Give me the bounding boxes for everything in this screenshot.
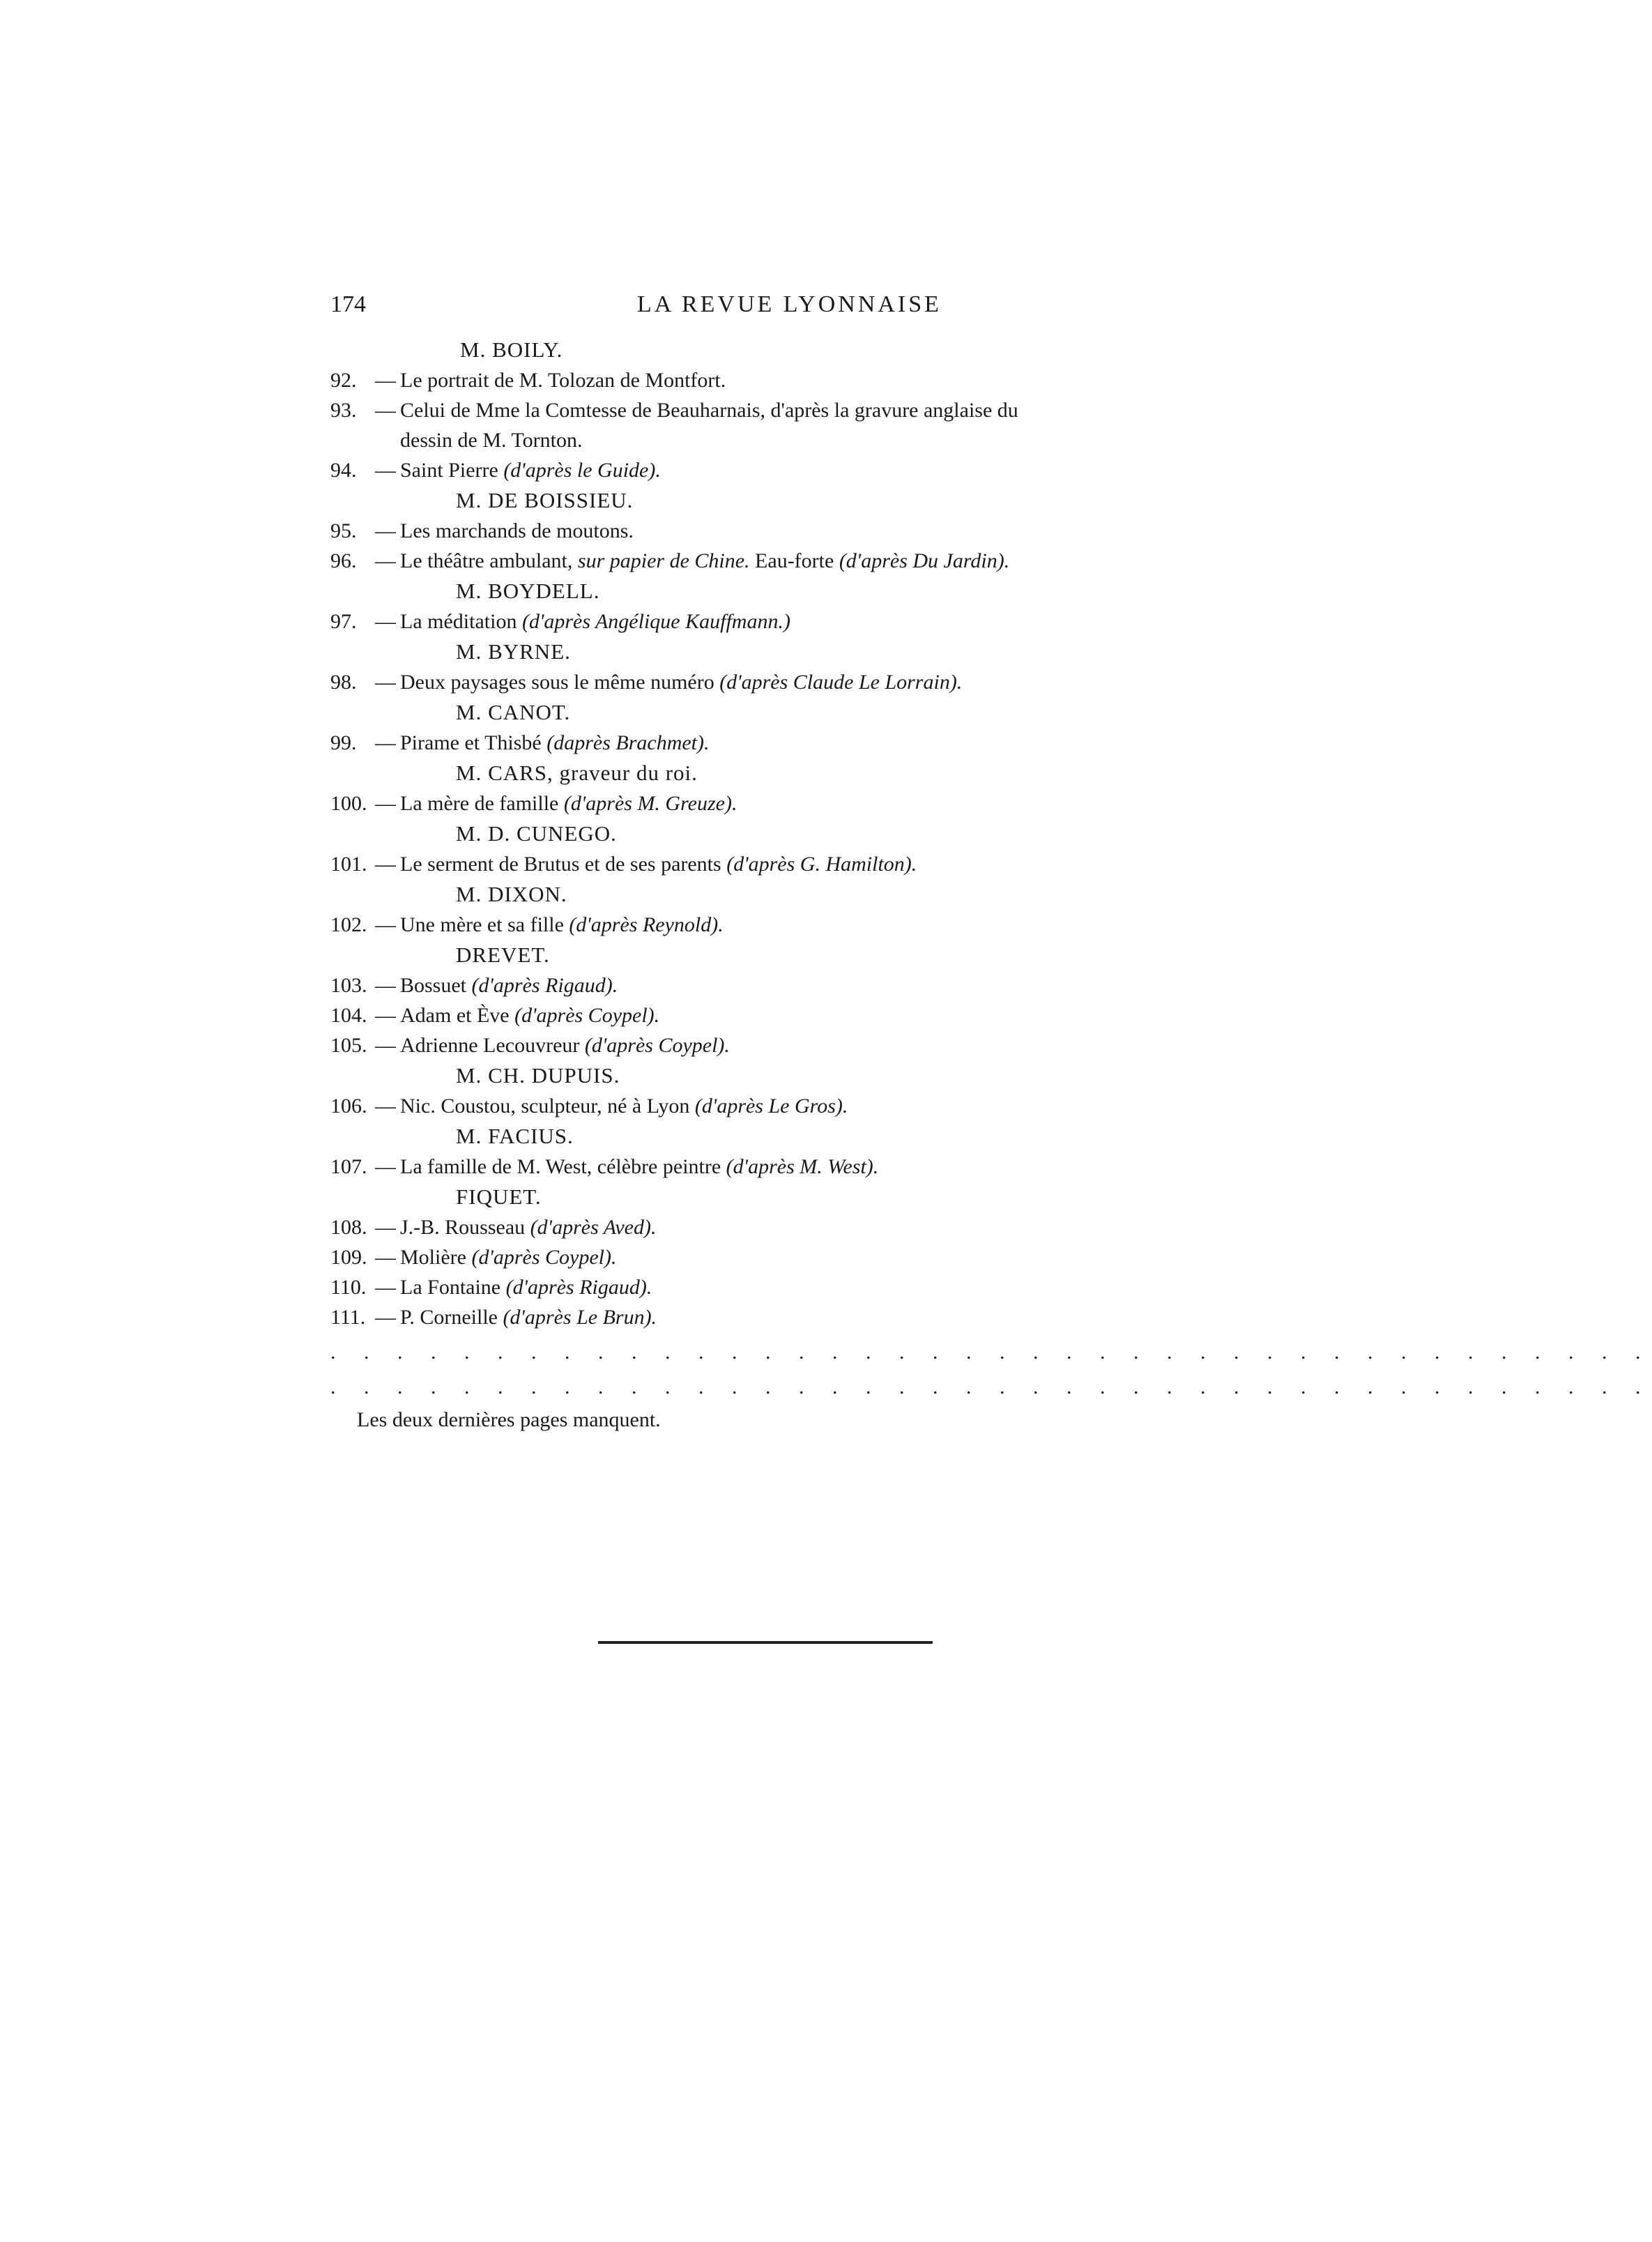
artist-heading: M. D. CUNEGO. xyxy=(456,821,617,846)
catalog-entry xyxy=(330,1030,1202,1060)
entry-number: 110. xyxy=(330,1276,367,1299)
entry-title: Saint Pierre xyxy=(400,459,498,482)
catalog-entry xyxy=(330,728,1202,758)
artist-heading: M. CH. DUPUIS. xyxy=(456,1063,620,1088)
entry-title: Une mère et sa fille xyxy=(400,913,564,936)
catalog-entry xyxy=(330,1000,1202,1030)
entry-dash: — xyxy=(375,671,396,694)
entry-dash: — xyxy=(375,913,396,936)
entry-title: Celui de Mme la Comtesse de Beauharnais, d'après la gravure anglaise du xyxy=(400,399,1018,422)
entry-title: La mère de famille xyxy=(400,792,559,815)
entry-number: 111. xyxy=(330,1306,366,1329)
entry-number: 100. xyxy=(330,792,367,815)
catalog-entry xyxy=(330,1152,1202,1182)
entry-title: Bossuet xyxy=(400,974,467,997)
entry-credit: (d'après Reynold). xyxy=(569,913,724,936)
entry-number: 98. xyxy=(330,671,357,694)
entry-dash: — xyxy=(375,1095,396,1118)
entry-dash: — xyxy=(375,399,396,422)
entry-credit: (d'après G. Hamilton). xyxy=(726,853,917,876)
entry-title: P. Corneille xyxy=(400,1306,498,1329)
entry-number: 97. xyxy=(330,610,357,633)
entry-credit: (d'après Claude Le Lorrain). xyxy=(719,671,963,694)
artist-heading: DREVET. xyxy=(456,943,550,967)
entry-dash: — xyxy=(375,549,396,572)
entry-title: La méditation xyxy=(400,610,517,633)
entry-credit: (d'après Coypel). xyxy=(584,1034,730,1057)
entry-dash: — xyxy=(375,519,396,542)
ellipsis-line: . . . . . . . . . . . . . . . . . . . . . . . . . . . . . . . . . . . . . . . . xyxy=(330,1375,1652,1398)
artist-heading: M. CANOT. xyxy=(456,700,571,724)
end-rule xyxy=(598,1641,933,1644)
entry-dash: — xyxy=(375,459,396,482)
catalog-list xyxy=(330,335,1652,1435)
catalog-entry xyxy=(330,546,1202,576)
entry-credit: (d'après Aved). xyxy=(530,1216,657,1239)
artist-heading: FIQUET. xyxy=(456,1184,542,1209)
footer-note: Les deux dernières pages manquent. xyxy=(357,1408,661,1431)
entry-number: 106. xyxy=(330,1095,367,1118)
entry-credit-extra: (d'après Du Jardin). xyxy=(839,549,1010,572)
artist-heading: M. DE BOISSIEU. xyxy=(456,488,634,512)
entry-dash: — xyxy=(375,369,396,392)
entry-dash: — xyxy=(375,974,396,997)
entry-title: Le portrait de M. Tolozan de Montfort. xyxy=(400,369,726,392)
entry-number: 102. xyxy=(330,913,367,936)
entry-continuation: dessin de M. Tornton. xyxy=(400,429,583,452)
entry-dash: — xyxy=(375,1246,396,1269)
catalog-entry xyxy=(330,970,1202,1000)
entry-credit: (d'après M. West). xyxy=(726,1155,879,1178)
entry-title: Nic. Coustou, sculpteur, né à Lyon xyxy=(400,1095,690,1118)
entry-number: 101. xyxy=(330,853,367,876)
entry-dash: — xyxy=(375,1216,396,1239)
entry-dash: — xyxy=(375,792,396,815)
running-title: LA REVUE LYONNAISE xyxy=(637,291,942,317)
entry-title: Les marchands de moutons. xyxy=(400,519,634,542)
artist-heading: M. FACIUS. xyxy=(456,1124,574,1148)
entry-number: 93. xyxy=(330,399,357,422)
entry-credit: (d'après le Guide). xyxy=(503,459,661,482)
entry-number: 104. xyxy=(330,1004,367,1027)
entry-credit: (d'après Angélique Kauffmann.) xyxy=(521,610,790,633)
catalog-entry xyxy=(330,607,1202,636)
catalog-entry xyxy=(330,1272,1202,1302)
entry-title-extra: Eau-forte xyxy=(755,549,834,572)
catalog-entry xyxy=(330,395,1202,455)
page-number: 174 xyxy=(330,291,366,317)
entry-dash: — xyxy=(375,1155,396,1178)
catalog-entry xyxy=(330,910,1202,940)
entry-title: Deux paysages sous le même numéro xyxy=(400,671,714,694)
entry-dash: — xyxy=(375,1034,396,1057)
artist-heading: M. BOILY. xyxy=(460,337,563,362)
entry-number: 107. xyxy=(330,1155,367,1178)
entry-credit: (d'après Rigaud). xyxy=(505,1276,652,1299)
entry-number: 96. xyxy=(330,549,357,572)
entry-dash: — xyxy=(375,1276,396,1299)
entry-credit: (d'après M. Greuze). xyxy=(563,792,737,815)
artist-heading: M. BOYDELL. xyxy=(456,579,600,603)
entry-dash: — xyxy=(375,853,396,876)
page-header xyxy=(330,291,1195,326)
entry-number: 92. xyxy=(330,369,357,392)
catalog-entry xyxy=(330,516,1202,546)
catalog-entry xyxy=(330,1091,1202,1121)
entry-title: Le serment de Brutus et de ses parents xyxy=(400,853,721,876)
catalog-entry xyxy=(330,849,1202,879)
catalog-entry xyxy=(330,1212,1202,1242)
entry-credit: (d'après Coypel). xyxy=(514,1004,660,1027)
entry-dash: — xyxy=(375,610,396,633)
entry-dash: — xyxy=(375,731,396,754)
ellipsis-line: . . . . . . . . . . . . . . . . . . . . . . . . . . . . . . . . . . . . . . . . xyxy=(330,1341,1652,1364)
entry-credit: (d'après Coypel). xyxy=(471,1246,617,1269)
entry-number: 99. xyxy=(330,731,357,754)
entry-title: Adam et Ève xyxy=(400,1004,510,1027)
artist-heading: M. DIXON. xyxy=(456,882,567,906)
artist-heading: M. CARS, graveur du roi. xyxy=(456,761,698,785)
entry-title: Pirame et Thisbé xyxy=(400,731,542,754)
entry-credit: sur papier de Chine. xyxy=(577,549,750,572)
entry-credit: (d'après Le Brun). xyxy=(503,1306,657,1329)
catalog-entry xyxy=(330,1242,1202,1272)
entry-dash: — xyxy=(375,1004,396,1027)
entry-credit: (d'après Rigaud). xyxy=(471,974,618,997)
entry-number: 108. xyxy=(330,1216,367,1239)
entry-title: Molière xyxy=(400,1246,466,1269)
entry-credit: (d'après Le Gros). xyxy=(694,1095,848,1118)
entry-title: La famille de M. West, célèbre peintre xyxy=(400,1155,721,1178)
entry-title: Le théâtre ambulant, xyxy=(400,549,573,572)
catalog-entry xyxy=(330,667,1202,697)
catalog-entry xyxy=(330,1302,1202,1332)
catalog-entry xyxy=(330,365,1202,395)
entry-number: 105. xyxy=(330,1034,367,1057)
entry-number: 103. xyxy=(330,974,367,997)
catalog-entry xyxy=(330,788,1202,818)
entry-number: 94. xyxy=(330,459,357,482)
entry-credit: (daprès Brachmet). xyxy=(546,731,710,754)
artist-heading: M. BYRNE. xyxy=(456,639,571,664)
entry-title: La Fontaine xyxy=(400,1276,501,1299)
catalog-entry xyxy=(330,455,1202,485)
entry-number: 109. xyxy=(330,1246,367,1269)
entry-title: J.-B. Rousseau xyxy=(400,1216,526,1239)
entry-title: Adrienne Lecouvreur xyxy=(400,1034,580,1057)
entry-dash: — xyxy=(375,1306,396,1329)
entry-number: 95. xyxy=(330,519,357,542)
